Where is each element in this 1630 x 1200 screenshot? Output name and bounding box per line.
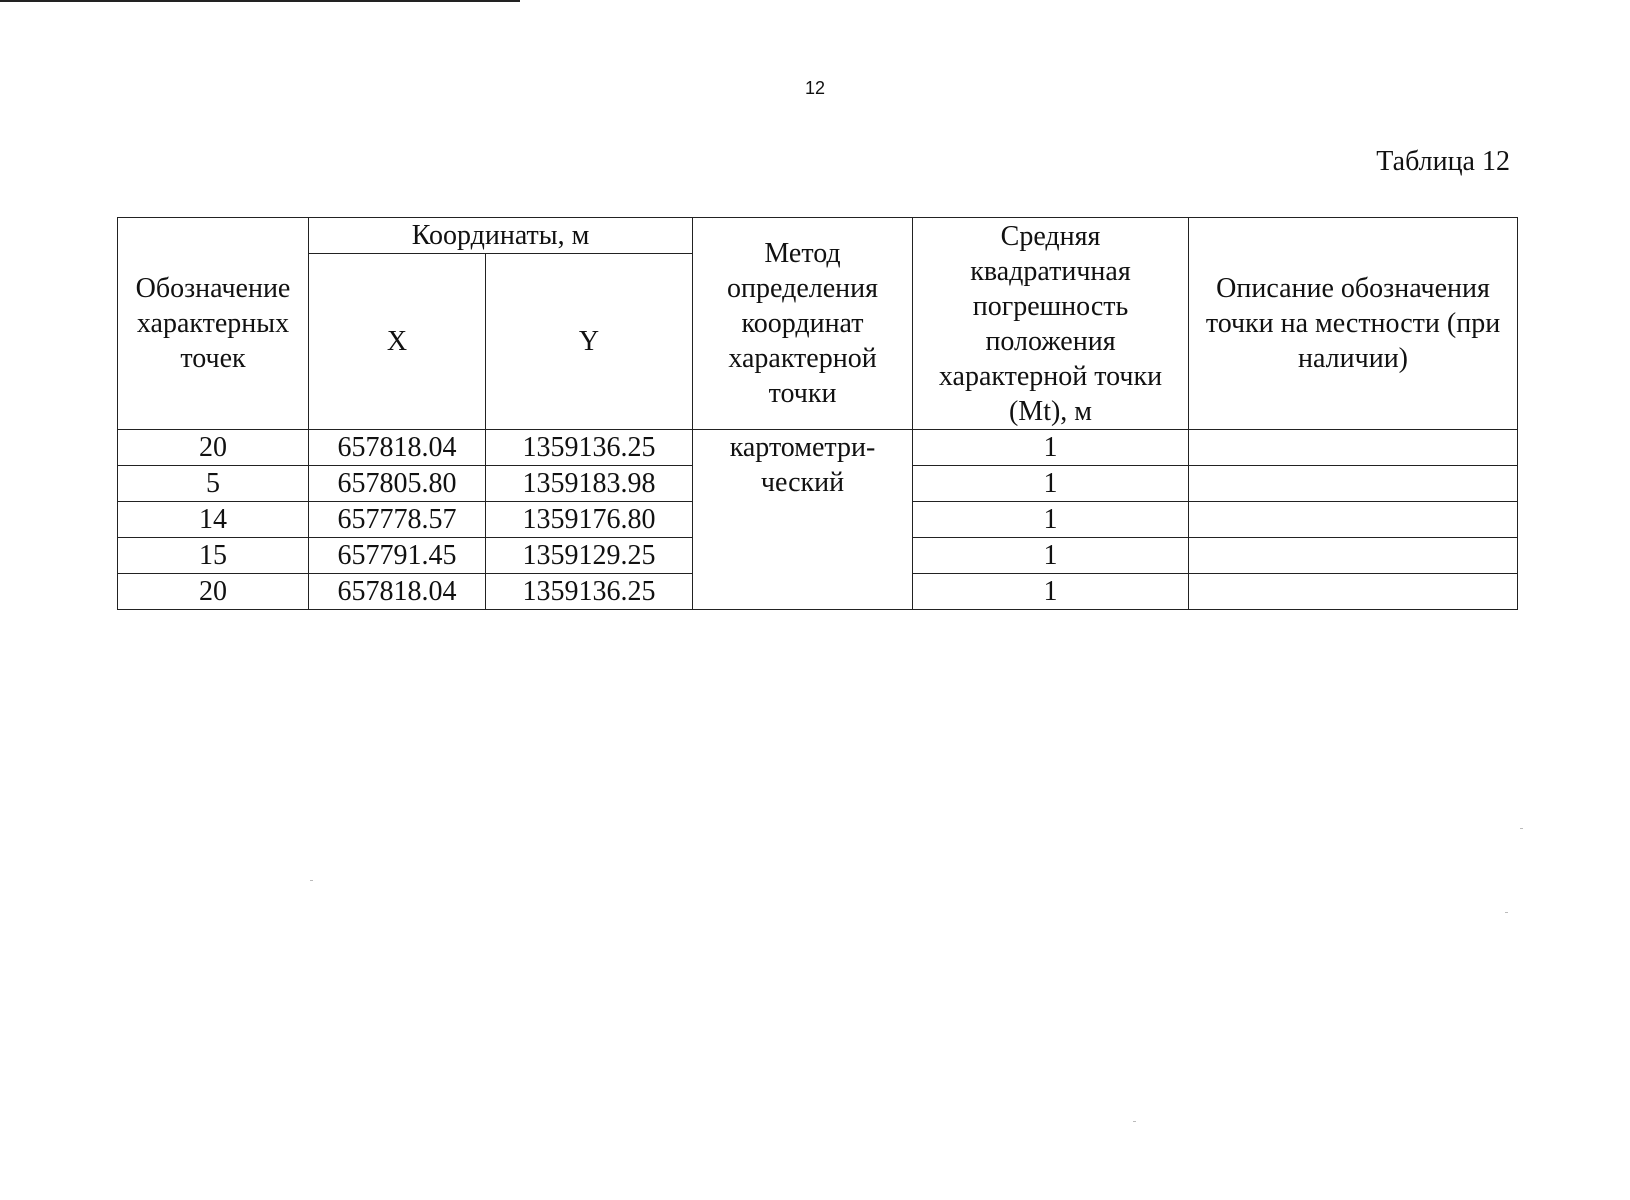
header-x: X xyxy=(309,254,486,430)
cell-y: 1359136.25 xyxy=(486,430,693,466)
cell-method: картометри-ческий xyxy=(693,430,913,610)
cell-point: 20 xyxy=(118,574,309,610)
cell-mt: 1 xyxy=(913,466,1189,502)
cell-mt: 1 xyxy=(913,430,1189,466)
cell-y: 1359183.98 xyxy=(486,466,693,502)
cell-description xyxy=(1189,574,1518,610)
cell-y: 1359176.80 xyxy=(486,502,693,538)
cell-x: 657791.45 xyxy=(309,538,486,574)
table-row xyxy=(118,430,1518,466)
cell-x: 657818.04 xyxy=(309,430,486,466)
cell-y: 1359136.25 xyxy=(486,574,693,610)
cell-x: 657805.80 xyxy=(309,466,486,502)
scan-speck xyxy=(1505,912,1508,913)
cell-x: 657818.04 xyxy=(309,574,486,610)
cell-point: 20 xyxy=(118,430,309,466)
cell-point: 14 xyxy=(118,502,309,538)
header-row-top xyxy=(118,218,1518,254)
cell-description xyxy=(1189,430,1518,466)
cell-description xyxy=(1189,502,1518,538)
header-method: Метод определения координат характерной точки xyxy=(693,218,913,430)
cell-description xyxy=(1189,466,1518,502)
page-number: 12 xyxy=(804,78,826,98)
scan-speck xyxy=(1520,828,1523,829)
header-mean-error: Средняя квадратичная погрешность положения характерной точки (Mt), м xyxy=(913,218,1189,430)
cell-point: 15 xyxy=(118,538,309,574)
cell-x: 657778.57 xyxy=(309,502,486,538)
header-description: Описание обозначения точки на местности (при наличии) xyxy=(1189,218,1518,430)
header-coordinates: Координаты, м xyxy=(309,218,693,254)
cell-y: 1359129.25 xyxy=(486,538,693,574)
header-y: Y xyxy=(486,254,693,430)
coordinates-table xyxy=(117,217,1518,610)
cell-point: 5 xyxy=(118,466,309,502)
header-point-label: Обозначение характерных точек xyxy=(118,218,309,430)
scan-top-rule xyxy=(0,0,520,2)
cell-mt: 1 xyxy=(913,502,1189,538)
scan-speck xyxy=(1133,1121,1136,1122)
table-caption: Таблица 12 xyxy=(1376,146,1510,177)
scan-speck xyxy=(310,880,313,881)
cell-mt: 1 xyxy=(913,574,1189,610)
cell-description xyxy=(1189,538,1518,574)
cell-mt: 1 xyxy=(913,538,1189,574)
